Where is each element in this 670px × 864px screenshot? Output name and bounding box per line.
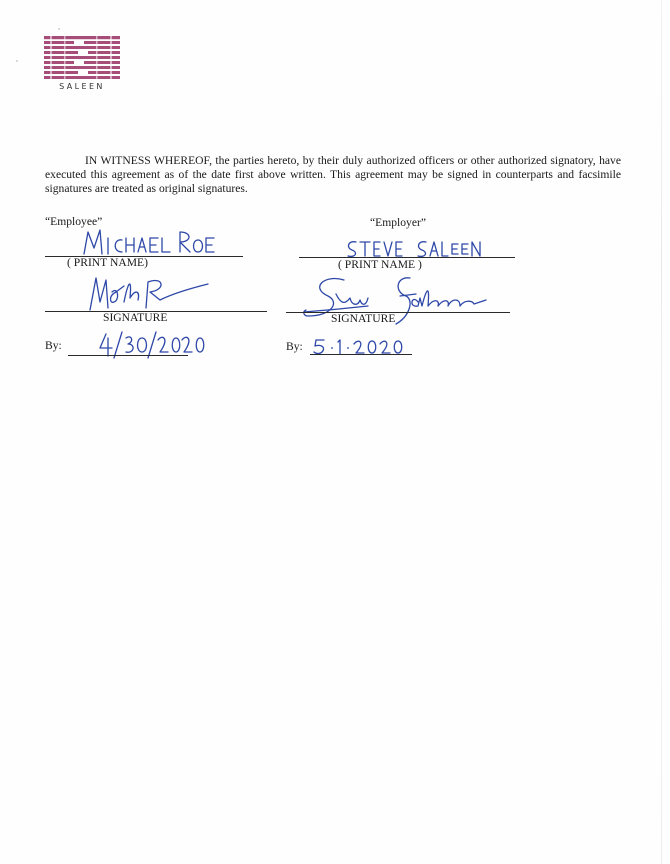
employee-date-line [68,355,188,356]
employee-signature-label: SIGNATURE [103,311,168,324]
employee-handwritten-name [80,226,220,258]
witness-paragraph: IN WITNESS WHEREOF, the parties hereto, by their duly authorized officers or other authorized signatory, have executed this agreement as of the date first above written. This agreement may be signed in counterparts and facsimile signatures are treated as original signatures. [45,154,621,195]
scan-edge [661,0,662,864]
saleen-logo-mark [44,36,120,80]
employer-signature-label: SIGNATURE [331,312,396,325]
scan-speck [16,60,18,62]
employee-print-name-label: ( PRINT NAME) [67,256,148,269]
logo-wordmark: SALEEN [59,82,105,91]
scan-speck [58,28,60,30]
employee-heading: “Employee” [45,215,103,228]
employer-date-line [310,354,412,355]
employer-heading: “Employer” [370,216,427,229]
employer-signature-line [286,312,510,313]
employee-signature [84,272,214,312]
employer-signature [300,272,496,326]
employer-by-label: By: [286,340,303,353]
employer-print-name-label: ( PRINT NAME ) [338,258,422,271]
employee-by-label: By: [45,339,62,352]
saleen-logo [44,36,120,92]
